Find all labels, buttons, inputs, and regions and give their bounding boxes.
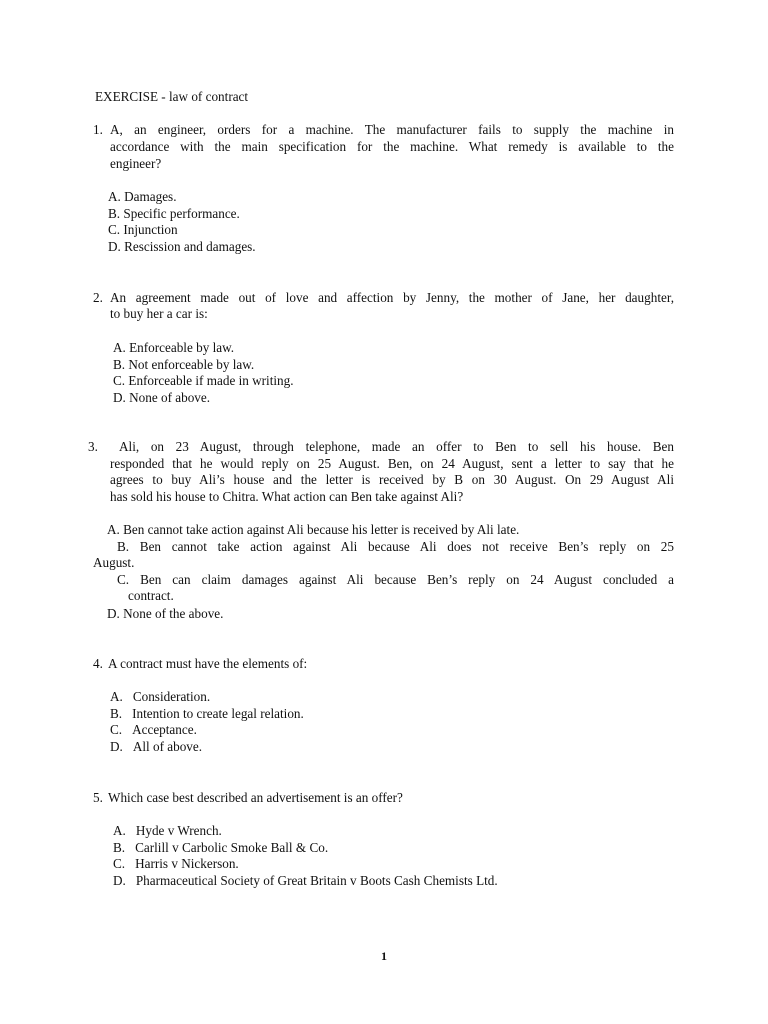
q3-option-c-line-1: C. Ben can claim damages against Ali because Ben’s reply on 24 August concluded a (117, 572, 674, 587)
option-text: Hyde v Wrench. (135, 823, 222, 838)
q5-option-d (113, 873, 498, 890)
option-text: None of above. (129, 390, 211, 405)
q1-option-a (108, 189, 177, 206)
q4-line-1: A contract must have the elements of: (108, 656, 308, 671)
q4-option-a (110, 689, 210, 706)
q3-option-d: D. None of the above. (107, 606, 224, 621)
option-text: Injunction (123, 222, 178, 237)
q1-line-3: engineer? (110, 156, 162, 171)
q3-option-b-line-2: August. (93, 555, 135, 570)
option-text: Pharmaceutical Society of Great Britain v Boots Cash Chemists Ltd. (135, 873, 498, 888)
option-text: Damages. (124, 189, 177, 204)
option-text: Carlill v Carbolic Smoke Ball & Co. (135, 840, 329, 855)
q3-number: 3. (88, 439, 98, 454)
page-number: 1 (381, 949, 387, 963)
q3-line-1: Ali, on 23 August, through telephone, made an offer to Ben to sell his house. Ben (119, 439, 674, 454)
q2-option-a (113, 340, 234, 357)
q3-option-b-line-1: B. Ben cannot take action against Ali because Ali does not receive Ben’s reply on 25 (117, 539, 674, 554)
q1-line-2: accordance with the main specification for the machine. What remedy is available to the (110, 139, 674, 154)
option-letter: C. (113, 856, 126, 871)
option-text: Enforceable by law. (129, 340, 235, 355)
option-letter: C. (113, 373, 126, 388)
q4-number: 4. (93, 656, 103, 671)
q5-line-1: Which case best described an advertisement is an offer? (108, 790, 403, 805)
option-text: Not enforceable by law. (128, 357, 255, 372)
option-text: Acceptance. (132, 722, 197, 737)
q5-option-a (113, 823, 222, 840)
q4-option-b (110, 706, 304, 723)
q3-line-2: responded that he would reply on 25 August. Ben, on 24 August, sent a letter to say that he (110, 456, 674, 471)
option-text: Intention to create legal relation. (132, 706, 304, 721)
q3-line-3: agrees to buy Ali’s house and the letter is received by B on 30 August. On 29 August Ali (110, 472, 674, 487)
q3-line-4: has sold his house to Chitra. What action can Ben take against Ali? (110, 489, 464, 504)
option-letter: D. (113, 390, 126, 405)
option-letter: C. (110, 722, 123, 737)
q5-number: 5. (93, 790, 103, 805)
q1-option-d (108, 239, 256, 256)
q1-option-b (108, 206, 240, 223)
q2-line-2: to buy her a car is: (110, 306, 208, 321)
option-letter: B. (110, 706, 123, 721)
option-letter: A. (110, 689, 123, 704)
q1-option-c (108, 222, 178, 239)
option-text: Consideration. (132, 689, 211, 704)
q3-option-c-line-2: contract. (128, 588, 174, 603)
q4-option-c (110, 722, 197, 739)
option-letter: A. (113, 340, 126, 355)
option-letter: A. (113, 823, 126, 838)
q1-number: 1. (93, 122, 103, 137)
q3-option-a: A. Ben cannot take action against Ali because his letter is received by Ali late. (107, 522, 520, 537)
option-letter: D. (113, 873, 126, 888)
q5-option-c (113, 856, 239, 873)
option-letter: D. (110, 739, 123, 754)
option-text: Enforceable if made in writing. (128, 373, 294, 388)
option-letter: C. (108, 222, 121, 237)
option-letter: A. (108, 189, 121, 204)
q2-option-d (113, 390, 210, 407)
option-text: Rescission and damages. (124, 239, 256, 254)
option-text: All of above. (132, 739, 203, 754)
q2-line-1: An agreement made out of love and affection by Jenny, the mother of Jane, her daughter, (110, 290, 674, 305)
option-text: Specific performance. (123, 206, 240, 221)
option-letter: B. (113, 357, 126, 372)
option-letter: D. (108, 239, 121, 254)
q2-option-b (113, 357, 254, 374)
option-letter: B. (108, 206, 121, 221)
option-letter: B. (113, 840, 126, 855)
option-text: Harris v Nickerson. (135, 856, 239, 871)
q2-number: 2. (93, 290, 103, 305)
q1-line-1: A, an engineer, orders for a machine. The manufacturer fails to supply the machine in (110, 122, 674, 137)
q5-option-b (113, 840, 328, 857)
q2-option-c (113, 373, 294, 390)
q4-option-d (110, 739, 202, 756)
document-title: EXERCISE - law of contract (95, 89, 249, 104)
